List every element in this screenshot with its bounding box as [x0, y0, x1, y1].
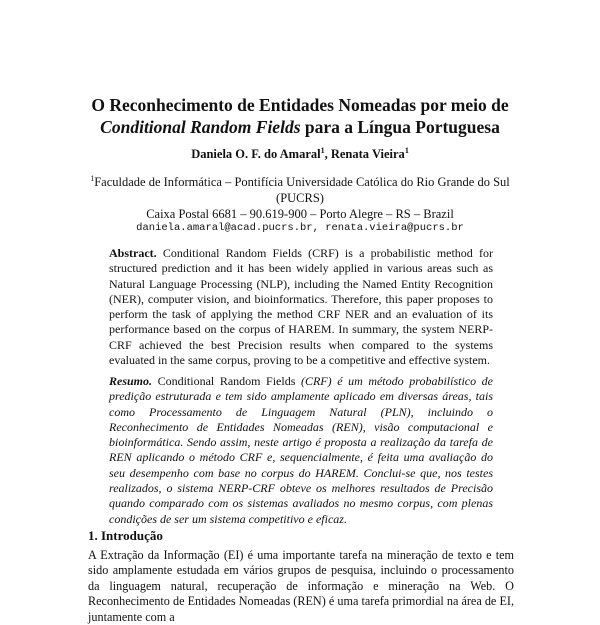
title-italic-part: Conditional Random Fields	[100, 117, 301, 137]
affiliation-line-1-text: Faculdade de Informática – Pontifícia Universidade Católica do Rio Grande do Sul	[94, 175, 510, 190]
paper-title	[60, 94, 540, 138]
author-2-sup: 1	[404, 146, 409, 155]
abstract-text: Conditional Random Fields (CRF) is a probabilistic method for structured prediction and it has been widely applied in various areas such as Natural Language Processing (NLP), including the Named Entity Recognition (NER), computer vision, and bioinformatics. Therefore, this paper proposes to perform the task of applying the method CRF NER and an evaluation of its performance based on the corpus of HAREM. In summary, the system NERP-CRF achieved the best Precision results when compared to the systems evaluated in the same corpus, proving to be a competitive and effective system.	[109, 246, 493, 368]
resumo-plain-text: Conditional Random Fields	[152, 374, 301, 388]
resumo-label: Resumo.	[109, 374, 153, 388]
author-1-sup: 1	[320, 146, 325, 155]
affiliation-line-3: Caixa Postal 6681 – 90.619-900 – Porto Alegre – RS – Brazil	[146, 207, 454, 222]
affiliation-line-1	[60, 171, 540, 190]
resumo	[109, 374, 493, 527]
title-rest-part: para a Língua Portuguesa	[300, 117, 500, 137]
intro-paragraph: A Extração da Informação (EI) é uma importante tarefa na mineração de texto e tem sido amplamente estudada em vários grupos de pesquisa, incluindo o processamento da linguagem natural, recuperação de informação e mineração na Web. O Reconhecimento de Entidades Nomeadas (REN) é uma tarefa primordial na área de EI, juntamente com a	[88, 548, 514, 624]
abstract	[109, 246, 493, 368]
author-2: Renata Vieira	[330, 147, 405, 162]
affiliation	[60, 171, 540, 222]
resumo-text: (CRF) é um método probabilístico de predição estruturada e tem sido amplamente aplicado em diversas áreas, tais como Processamento de Linguagem Natural (PLN), incluindo o Reconhecimento de Entidades Nomeadas (REN), visão computacional e bioinformática. Sendo assim, neste artigo é proposta a realização da tarefa de REN aplicando o método CRF e, sequencialmente, é feita uma avaliação do seu desempenho com base no corpus do HAREM. Conclui-se que, nos testes realizados, o sistema NERP-CRF obteve os melhores resultados de Precisão quando comparado com os sistemas avaliados no mesmo corpus, com plenas condições de ser um sistema competitivo e eficaz.	[109, 374, 493, 526]
abstract-label: Abstract.	[109, 246, 157, 260]
title-line-1: O Reconhecimento de Entidades Nomeadas por meio de	[91, 95, 509, 115]
affiliation-line-2: (PUCRS)	[276, 191, 324, 206]
title-line-2	[60, 116, 540, 138]
author-list	[60, 146, 540, 162]
author-separator: ,	[324, 147, 331, 162]
section-heading: 1. Introdução	[88, 528, 163, 543]
affiliation-sup: 1	[90, 174, 95, 183]
author-1: Daniela O. F. do Amaral	[191, 147, 321, 162]
author-emails: daniela.amaral@acad.pucrs.br, renata.vieira@pucrs.br	[136, 222, 464, 234]
